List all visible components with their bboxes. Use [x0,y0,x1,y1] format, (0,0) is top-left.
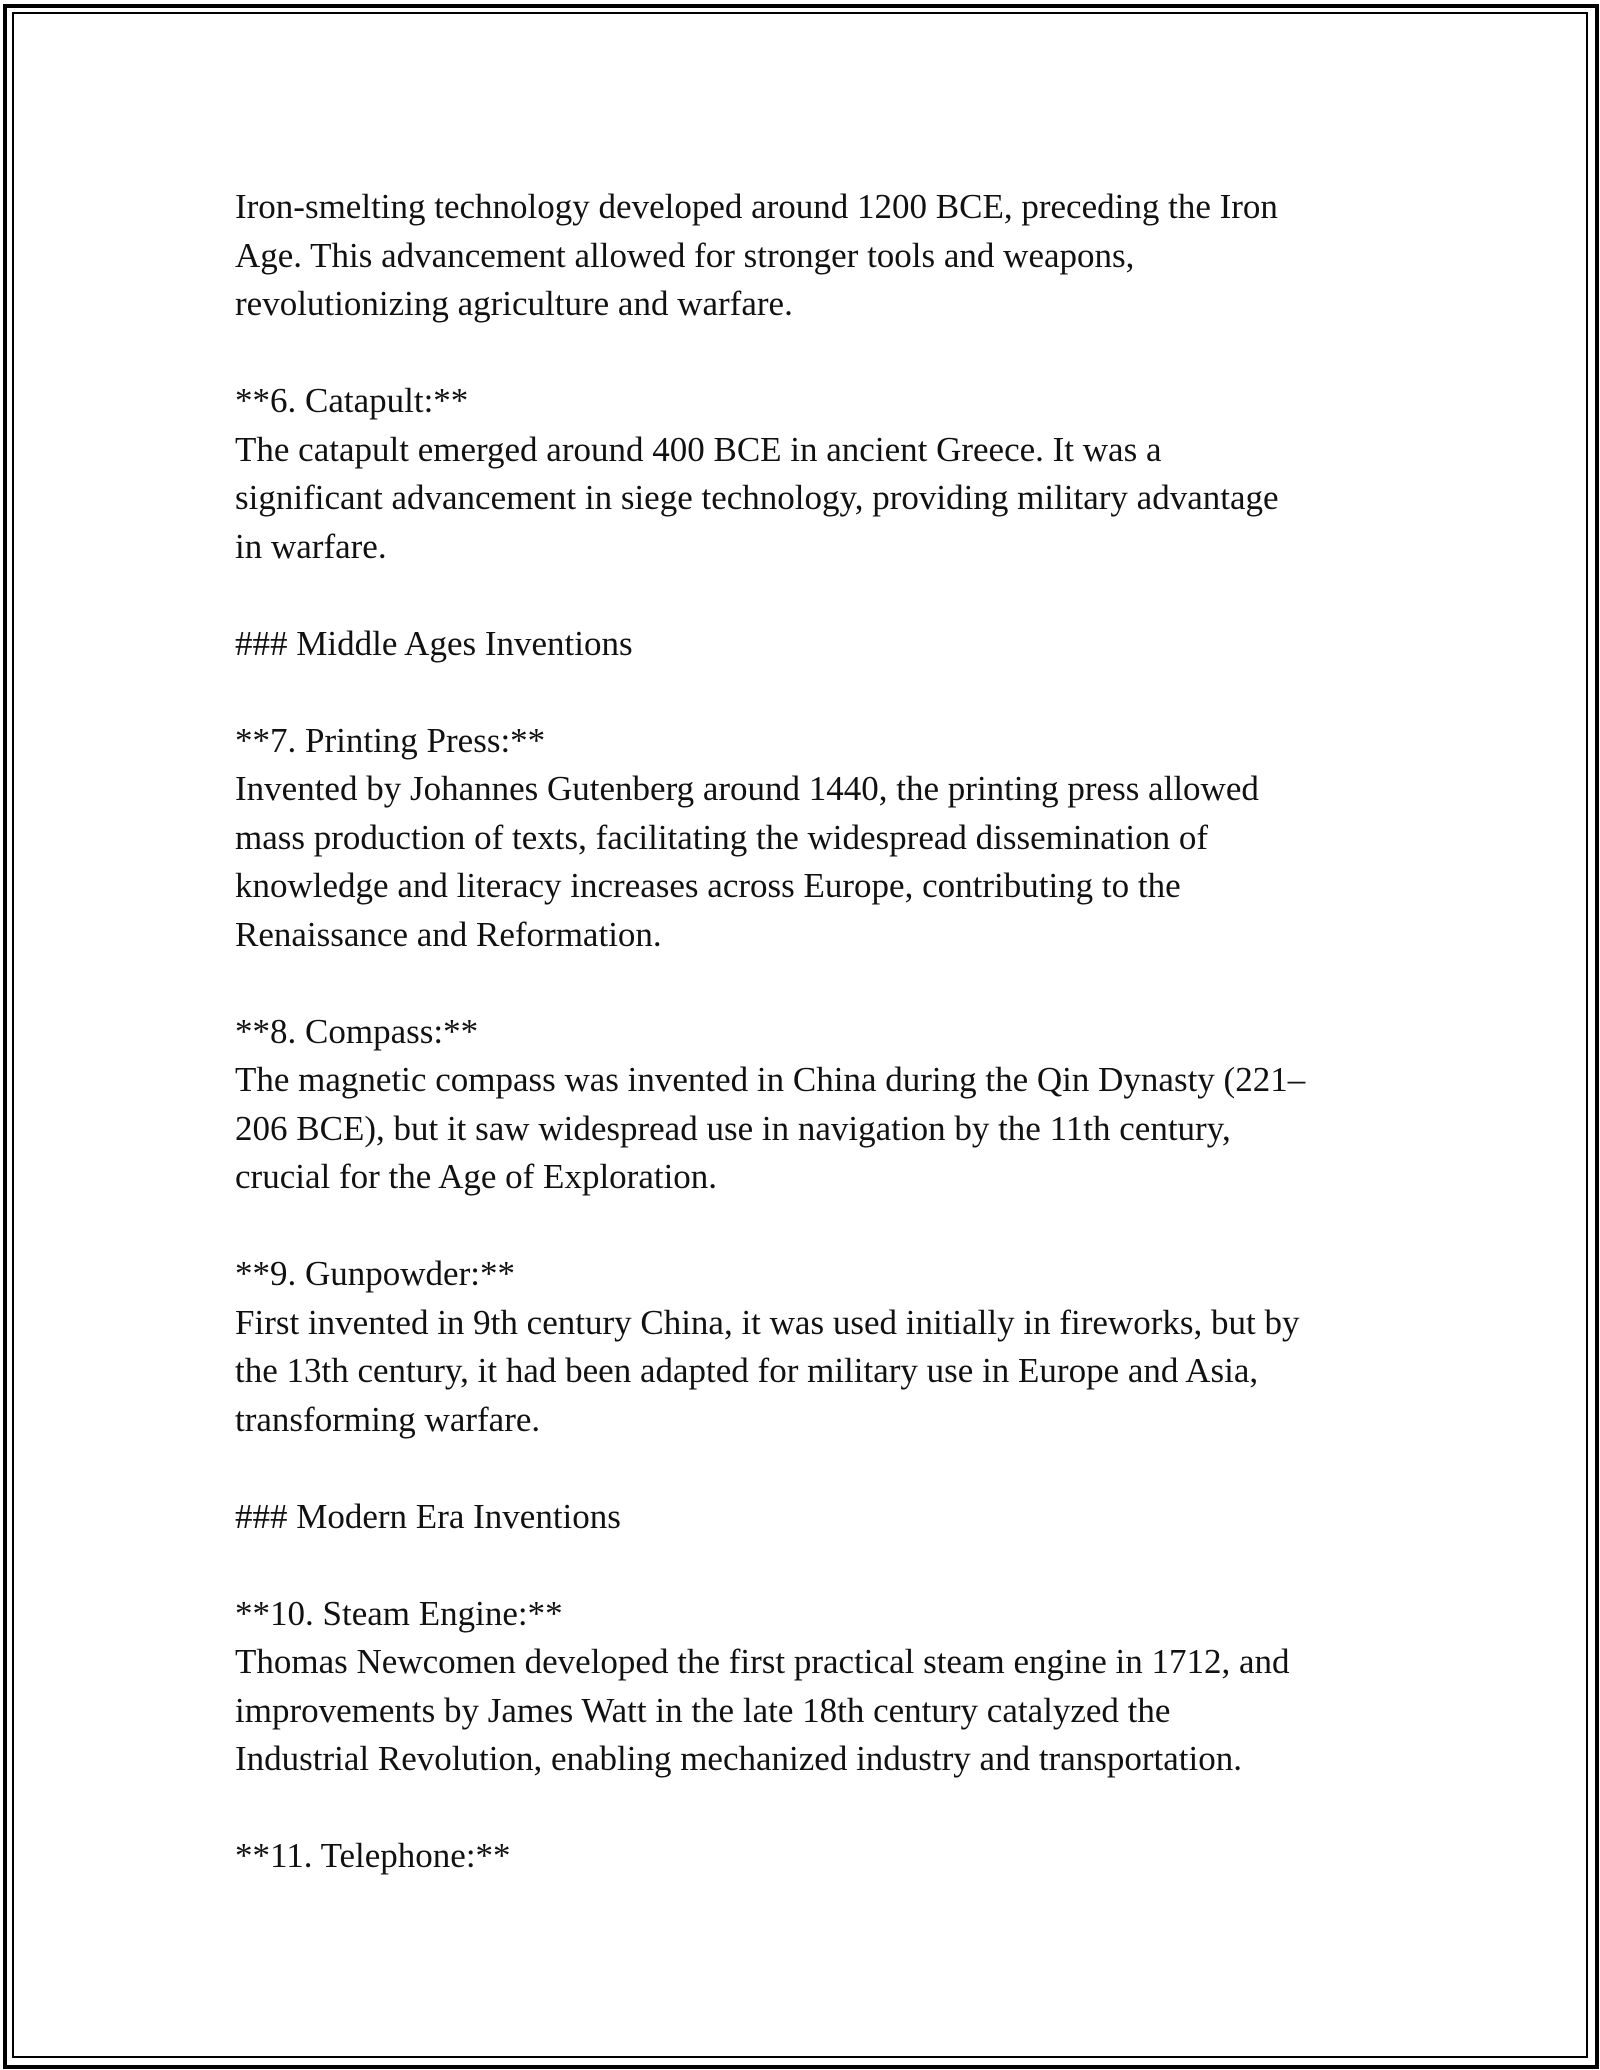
text-line: Renaissance and Reformation. [235,914,662,954]
text-line: The catapult emerged around 400 BCE in ancient Greece. It was a [235,429,1162,469]
text-line: significant advancement in siege technology, providing military advantage [235,478,1279,517]
text-line: Iron-smelting technology developed around 1200 BCE, preceding the Iron [235,187,1278,226]
entry-steam-engine [235,1590,1365,1784]
text-line: The magnetic compass was invented in China during the Qin Dynasty (221– [235,1060,1306,1099]
entry-title: **6. Catapult:** [235,381,469,420]
entry-compass [235,1008,1365,1202]
text-line: transforming warfare. [235,1399,541,1439]
entry-printing-press [235,717,1365,960]
text-line: the 13th century, it had been adapted for military use in Europe and Asia, [235,1351,1259,1390]
text-line: crucial for the Age of Exploration. [235,1157,718,1196]
entry-telephone [235,1832,1365,1881]
section-heading: ### Middle Ages Inventions [235,623,633,663]
entry-catapult [235,377,1365,571]
entry-title: **8. Compass:** [235,1011,479,1051]
text-line: Invented by Johannes Gutenberg around 1440, the printing press allowed [235,769,1259,808]
section-heading: ### Modern Era Inventions [235,1496,621,1536]
paragraph-iron-smelting [235,183,1365,329]
entry-title: **9. Gunpowder:** [235,1254,515,1293]
entry-title: **7. Printing Press:** [235,720,546,760]
entry-title: **11. Telephone:** [235,1836,511,1875]
text-line: mass production of texts, facilitating the widespread dissemination of [235,817,1208,857]
entry-title: **10. Steam Engine:** [235,1593,563,1633]
text-line: revolutionizing agriculture and warfare. [235,284,793,323]
section-heading-modern-era [235,1493,1365,1542]
text-line: 206 BCE), but it saw widespread use in navigation by the 11th century, [235,1108,1231,1148]
text-line: in warfare. [235,526,387,566]
text-line: Industrial Revolution, enabling mechanized industry and transportation. [235,1739,1242,1778]
text-line: First invented in 9th century China, it was used initially in fireworks, but by [235,1302,1300,1342]
text-line: improvements by James Watt in the late 18th century catalyzed the [235,1690,1171,1730]
text-line: Thomas Newcomen developed the first practical steam engine in 1712, and [235,1642,1290,1681]
text-line: knowledge and literacy increases across Europe, contributing to the [235,866,1181,905]
document-body [235,183,1365,1929]
entry-gunpowder [235,1250,1365,1444]
section-heading-middle-ages [235,620,1365,669]
text-line: Age. This advancement allowed for stronger tools and weapons, [235,235,1135,275]
